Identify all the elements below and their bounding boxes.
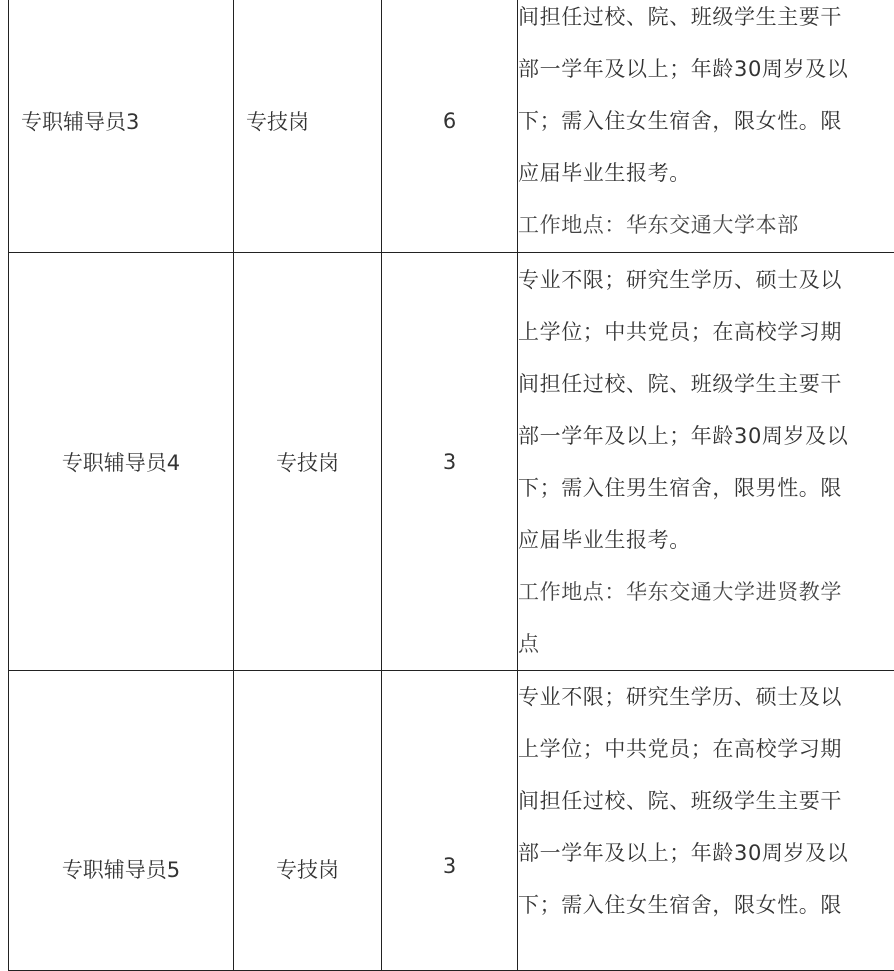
category-cell: 专技岗 [234,0,382,253]
category-cell: 专技岗 [234,253,382,671]
count-cell: 6 [382,0,518,253]
count-cell: 3 [382,671,518,971]
requirements-cell [518,671,894,971]
work-location-line: 工作地点：华东交通大学本部 [518,199,894,251]
requirement-line: 下；需入住女生宿舍，限女性。限 [518,879,894,931]
category-cell: 专技岗 [234,671,382,971]
position-cell: 专职辅导员5 [9,671,234,971]
recruitment-table [8,0,894,971]
requirement-line: 间担任过校、院、班级学生主要干 [518,775,894,827]
position-cell: 专职辅导员3 [9,0,234,253]
requirement-line: 上学位；中共党员；在高校学习期 [518,306,894,358]
requirement-line: 下；需入住男生宿舍，限男性。限 [518,462,894,514]
requirement-line: 上学位；中共党员；在高校学习期 [518,723,894,775]
requirement-line: 部一学年及以上；年龄30周岁及以 [518,43,894,95]
requirement-line: 间担任过校、院、班级学生主要干 [518,0,894,43]
work-location-line: 工作地点：华东交通大学进贤教学 [518,566,894,618]
requirements-cell [518,253,894,671]
count-cell: 3 [382,253,518,671]
requirement-line: 下；需入住女生宿舍，限女性。限 [518,95,894,147]
work-location-line: 点 [518,618,894,670]
requirement-line: 部一学年及以上；年龄30周岁及以 [518,827,894,879]
requirement-line: 专业不限；研究生学历、硕士及以 [518,254,894,306]
requirement-line: 间担任过校、院、班级学生主要干 [518,358,894,410]
requirement-line: 专业不限；研究生学历、硕士及以 [518,671,894,723]
requirements-cell [518,0,894,253]
requirement-line: 应届毕业生报考。 [518,514,894,566]
requirement-line: 应届毕业生报考。 [518,147,894,199]
position-cell: 专职辅导员4 [9,253,234,671]
table-row [9,671,894,971]
table-row [9,253,894,671]
table-row [9,0,894,253]
requirement-line: 部一学年及以上；年龄30周岁及以 [518,410,894,462]
